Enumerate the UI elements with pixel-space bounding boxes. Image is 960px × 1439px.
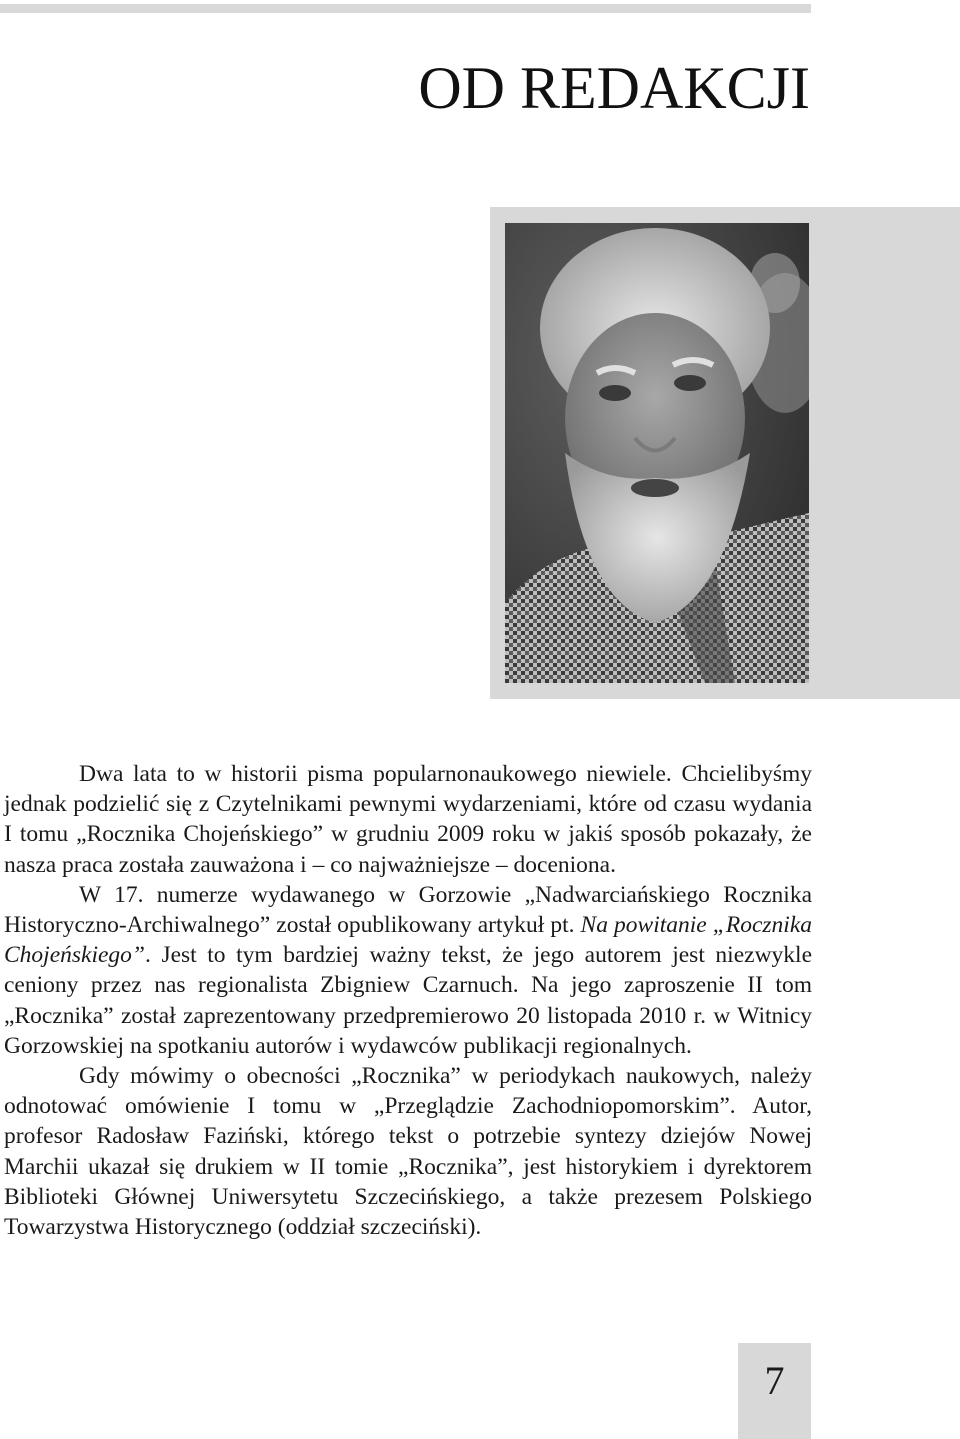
paragraph-3: Gdy mówimy o obecności „Rocznika” w periodykach naukowych, należy odnotować omówienie I tomu w „Przeglądzie Zachodniopomorskim”. Autor, profesor Radosław Faziński, którego tekst o potrzebie syntezy dziejów Nowej Marchii ukazał się drukiem w II tomie „Rocznika”, jest historykiem i dyrektorem Biblioteki Głównej Uniwersytetu Szczecińskiego, a także prezesem Polskiego Towarzystwa Historycznego (oddział szczeciński). bbox=[4, 1063, 812, 1241]
paragraph-2-start: W 17. numerze wydawanego w Gorzowie „Nadwarciańskiego Rocznika Historyczno-Archiwalnego” został opublikowany artykuł pt. bbox=[4, 881, 812, 939]
paragraph-2 bbox=[4, 880, 812, 1061]
paragraph-1: Dwa lata to w historii pisma popularnonaukowego niewiele. Chcielibyśmy jednak podzielić się z Czytelnikami pewnymi wydarzeniami, które od czasu wydania I tomu „Rocznika Chojeńskiego” w grudniu 2009 roku w jakiś sposób pokazały, że nasza praca została zauważona i – co najważniejsze – doceniona. bbox=[4, 761, 812, 878]
article-body bbox=[4, 759, 812, 1242]
portrait-photo bbox=[505, 223, 809, 683]
page-title: OD REDAKCJI bbox=[418, 55, 810, 121]
paragraph-2-end: . Jest to tym bardziej ważny tekst, że jego autorem jest niezwykle ceniony przez nas regionalista Zbigniew Czarnuch. Na jego zaproszenie II tom „Rocznika” został zaprezentowany przedpremierowo 20 listopada 2010 r. w Witnicy Gorzowskiej na spotkaniu autorów i wydawców publikacji regionalnych. bbox=[4, 942, 812, 1059]
cited-article-title: Na powitanie „Rocznika Chojeńskiego” bbox=[4, 912, 812, 969]
page-number-box bbox=[738, 1343, 811, 1439]
top-rule bbox=[0, 4, 811, 13]
page-number: 7 bbox=[764, 1358, 785, 1403]
